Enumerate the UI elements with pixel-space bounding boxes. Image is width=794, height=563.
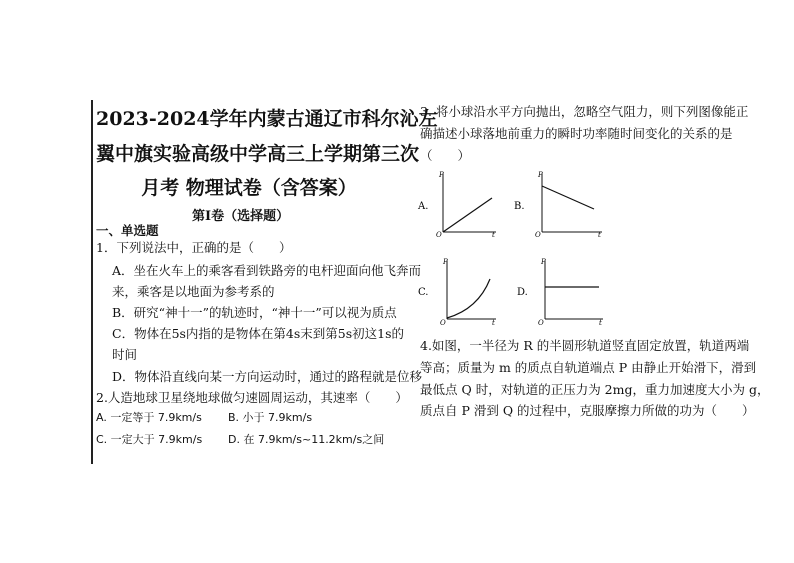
- q2-option-b: B. 小于 7.9km/s: [228, 411, 313, 424]
- q4-line-4: 质点自 P 滑到 Q 的过程中，克服摩擦力所做的功为（ ）: [420, 403, 755, 418]
- q3-graph-d: [515, 255, 605, 327]
- q3-graph-b-label: B.: [514, 201, 525, 212]
- rising-curve: [447, 279, 490, 318]
- origin-label: O: [535, 231, 541, 238]
- q3-line-2: 确描述小球落地前重力的瞬时功率随时间变化的关系的是: [420, 126, 733, 141]
- q1-option-c-line1: C．物体在5s内指的是物体在第4s末到第5s初这1s的: [112, 326, 405, 341]
- q2-option-a: A. 一定等于 7.9km/s: [96, 411, 202, 424]
- q1-option-a-line2: 来，乘客是以地面为参考系的: [112, 284, 275, 299]
- title-line-3: 月考 物理试卷（含答案）: [141, 177, 357, 199]
- section-heading: 一、单选题: [96, 223, 159, 238]
- rising-line: [443, 198, 492, 232]
- title-line-2: 翼中旗实验高级中学高三上学期第三次: [96, 143, 420, 165]
- axis-x-label: t: [598, 231, 601, 238]
- q1-stem: 1．下列说法中，正确的是（ ）: [96, 240, 292, 255]
- q3-graph-c-label: C.: [418, 287, 429, 298]
- q1-option-d: D．物体沿直线向某一方向运动时，通过的路程就是位移: [112, 369, 423, 384]
- q2-option-d: D. 在 7.9km/s~11.2km/s之间: [228, 433, 385, 446]
- axis-x-label: t: [492, 231, 495, 238]
- q2-stem: 2.人造地球卫星绕地球做匀速圆周运动，其速率（ ）: [96, 390, 408, 405]
- axis-x-label: t: [492, 319, 495, 327]
- left-margin-rule: [91, 100, 93, 464]
- axis-y-label: P: [538, 171, 543, 179]
- axis-y-label: P: [443, 258, 448, 266]
- origin-label: O: [538, 319, 544, 327]
- origin-label: O: [440, 319, 446, 327]
- q1-option-c-line2: 时间: [112, 347, 138, 362]
- axis-y-label: P: [541, 258, 546, 266]
- q1-option-a-line1: A．坐在火车上的乘客看到铁路旁的电杆迎面向他飞奔而: [112, 263, 422, 278]
- part-heading: 第Ⅰ卷（选择题）: [192, 209, 290, 224]
- q3-graph-a: [416, 168, 498, 238]
- q3-line-1: 3. 将小球沿水平方向抛出，忽略空气阻力，则下列图像能正: [420, 104, 749, 119]
- axis-x-label: t: [599, 319, 602, 327]
- origin-label: O: [436, 231, 442, 238]
- title-line-1: 2023-2024学年内蒙古通辽市科尔沁左: [96, 108, 438, 130]
- q3-graph-a-label: A.: [418, 201, 429, 212]
- q2-option-c: C. 一定大于 7.9km/s: [96, 433, 203, 446]
- axis-y-label: P: [439, 171, 444, 179]
- q3-line-3: （ ）: [420, 148, 471, 163]
- q3-graph-b: [512, 168, 604, 238]
- q4-line-2: 等高；质量为 m 的质点自轨道端点 P 由静止开始滑下，滑到: [420, 360, 757, 375]
- falling-line: [542, 186, 594, 209]
- q3-graph-d-label: D.: [517, 287, 528, 298]
- q4-line-3: 最低点 Q 时，对轨道的正压力为 2mg，重力加速度大小为 g，: [420, 382, 770, 397]
- q3-graph-c: [416, 255, 498, 327]
- q4-line-1: 4.如图，一半径为 R 的半圆形轨道竖直固定放置，轨道两端: [420, 338, 750, 353]
- q1-option-b: B．研究“神十一”的轨迹时，“神十一”可以视为质点: [112, 305, 397, 320]
